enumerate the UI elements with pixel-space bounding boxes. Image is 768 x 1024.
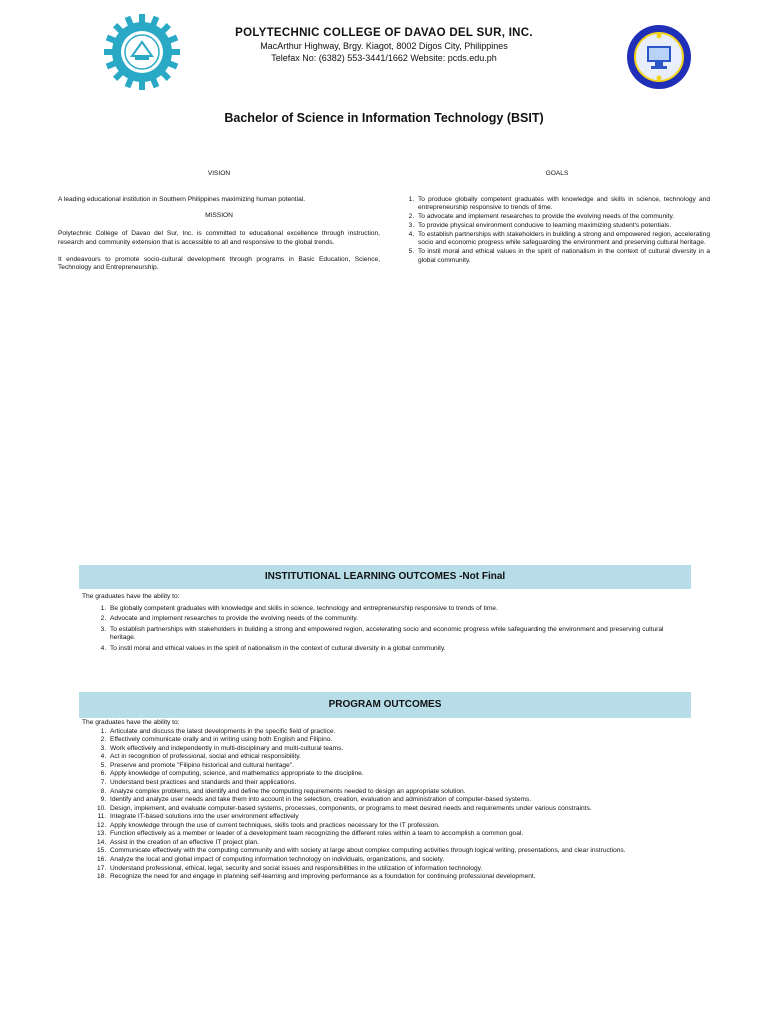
program-outcomes-intro: The graduates have the ability to: — [82, 719, 180, 726]
vision-text: A leading educational institution in Southern Philippines maximizing human potential. — [58, 195, 306, 203]
program-outcomes-section — [82, 719, 690, 882]
program-outcome-item: 18. Recognize the need for and engage in planning self-learning and improving performance as a foundation for continuing professional development. — [108, 873, 690, 882]
ilo-item: 3. To establish partnerships with stakeholders in building a strong and empowered region, accelerating socio and economic progress while safeguarding the environment and preserving cultural heritage. — [108, 626, 690, 643]
ilo-item: 4. To instil moral and ethical values in the spirit of nationalism in the context of cultural diversity in a global community. — [108, 645, 690, 654]
goal-item: 3. To provide physical environment conducive to learning maximizing student's potentials. — [416, 222, 710, 231]
program-outcome-item: 9. Identify and analyze user needs and take them into account in the selection, creation, evaluation and administration of computer-based systems. — [108, 796, 690, 805]
college-seal-icon — [104, 14, 180, 90]
goals-list — [404, 196, 710, 266]
goal-item: 2. To advocate and implement researches to provide the evolving needs of the community. — [416, 213, 710, 222]
program-outcome-item: 6. Apply knowledge of computing, science, and mathematics appropriate to the discipline. — [108, 770, 690, 779]
goal-item: 4. To establish partnerships with stakeholders in building a strong and empowered region, accelerating socio and economic progress while safeguarding the environment and preserving cultural heritage. — [416, 231, 710, 248]
ilo-list — [82, 605, 690, 654]
college-address: MacArthur Highway, Brgy. Kiagot, 8002 Digos City, Philippines — [260, 41, 508, 51]
ilo-section — [82, 593, 690, 655]
program-outcome-item: 11. Integrate IT-based solutions into the user environment effectively — [108, 813, 690, 822]
program-outcomes-banner: PROGRAM OUTCOMES — [79, 692, 691, 718]
vision-heading: VISION — [207, 170, 231, 177]
goal-item: 5. To instil moral and ethical values in the spirit of nationalism in the context of cultural diversity in a global community. — [416, 248, 710, 265]
mission-paragraph: Polytechnic College of Davao del Sur, Inc. is committed to educational excellence through instruction, research and community extension that is accessible to all and responsive to the global trends. — [58, 230, 380, 246]
goals-column — [404, 170, 710, 265]
bsit-department-seal-icon — [626, 24, 692, 90]
program-outcomes-list — [82, 728, 690, 882]
goals-heading: GOALS — [545, 170, 569, 177]
program-title: Bachelor of Science in Information Technology (BSIT) — [224, 111, 544, 125]
ilo-intro: The graduates have the ability to: — [82, 593, 180, 600]
mission-paragraph: It endeavours to promote socio-cultural development through programs in Basic Education, Science, Technology and Entrepreneurship. — [58, 255, 380, 272]
program-outcome-item: 5. Preserve and promote "Filipino historical and cultural heritage". — [108, 762, 690, 771]
program-outcome-item: 12. Apply knowledge through the use of current techniques, skills tools and practices necessary for the IT profession. — [108, 822, 690, 831]
ilo-banner: INSTITUTIONAL LEARNING OUTCOMES -Not Final — [79, 565, 691, 589]
college-name: POLYTECHNIC COLLEGE OF DAVAO DEL SUR, INC. — [235, 27, 533, 39]
goal-item: 1. To produce globally competent graduates with knowledge and skills in science, technology and entrepreneurship responsive to trends of time. — [416, 196, 710, 213]
program-outcome-item: 2. Effectively communicate orally and in writing using both English and Filipino. — [108, 736, 690, 745]
program-outcome-item: 17. Understand professional, ethical, legal, security and social issues and responsibilities in the utilization of information technology. — [108, 865, 690, 874]
ilo-item: 1. Be globally competent graduates with knowledge and skills in science, technology and entrepreneurship responsive to trends of time. — [108, 605, 690, 614]
program-outcome-item: 1. Articulate and discuss the latest developments in the specific field of practice. — [108, 728, 690, 737]
college-contact: Telefax No: (6382) 553-3441/1662 Website: pcds.edu.ph — [271, 53, 497, 63]
ilo-item: 2. Advocate and implement researches to provide the evolving needs of the community. — [108, 615, 690, 624]
mission-heading: MISSION — [205, 212, 233, 220]
letterhead — [200, 27, 568, 63]
program-outcome-item: 16. Analyze the local and global impact of computing information technology on individuals, organizations, and society. — [108, 856, 690, 865]
program-outcome-item: 4. Act in recognition of professional, social and ethical responsibility. — [108, 753, 690, 762]
program-outcome-item: 8. Analyze complex problems, and identify and define the computing requirements needed to design an appropriate solution. — [108, 788, 690, 797]
program-outcome-item: 7. Understand best practices and standards and their applications. — [108, 779, 690, 788]
program-outcome-item: 14. Assist in the creation of an effective IT project plan. — [108, 839, 690, 848]
program-outcome-item: 15. Communicate effectively with the computing community and with society at large about complex computing activities through logical writing, presentations, and clear instructions. — [108, 847, 690, 856]
program-outcome-item: 13. Function effectively as a member or leader of a development team recognizing the different roles within a team to accomplish a common goal. — [108, 830, 690, 839]
vision-mission-column — [58, 170, 380, 273]
program-outcome-item: 3. Work effectively and independently in multi-disciplinary and multi-cultural teams. — [108, 745, 690, 754]
program-outcome-item: 10. Design, implement, and evaluate computer-based systems, processes, components, or programs to meet desired needs and requirements under various constraints. — [108, 805, 690, 814]
